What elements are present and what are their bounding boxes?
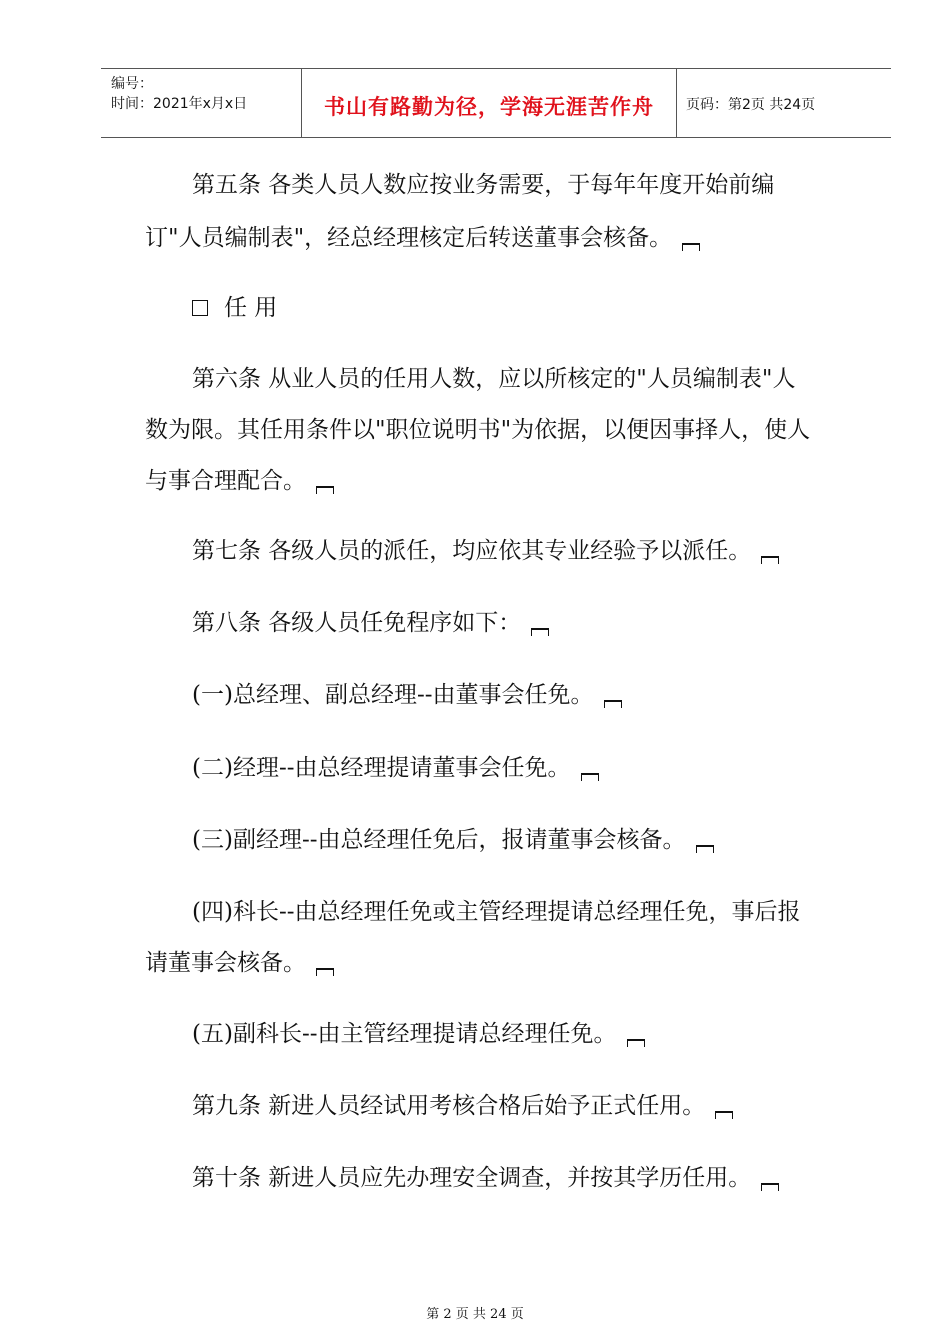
item-4-line-2-text: 请董事会核备。 xyxy=(145,950,306,976)
article-10 xyxy=(192,1155,779,1202)
item-5 xyxy=(192,1011,645,1058)
doc-date-label: 时间：2021年x月x日 xyxy=(111,96,248,112)
article-6-line-2: 数为限。其任用条件以"职位说明书"为依据，以便因事择人，使人 xyxy=(145,417,811,443)
checkbox-square-icon xyxy=(192,300,208,316)
paragraph-mark-icon xyxy=(682,243,700,251)
article-7-text: 第七条 各级人员的派任，均应依其专业经验予以派任。 xyxy=(192,538,752,564)
section-heading xyxy=(192,285,277,332)
item-1 xyxy=(192,672,622,719)
article-5-line-2-text: 订"人员编制表"，经总经理核定后转送董事会核备。 xyxy=(145,225,673,251)
item-2-text: (二)经理--由总经理提请董事会任免。 xyxy=(192,755,571,781)
article-8-text: 第八条 各级人员任免程序如下： xyxy=(192,610,522,636)
header-motto-cell xyxy=(301,69,677,137)
item-5-text: (五)副科长--由主管经理提请总经理任免。 xyxy=(192,1021,617,1047)
article-6-line-3-text: 与事合理配合。 xyxy=(145,468,306,494)
item-3-text: (三)副经理--由总经理任免后，报请董事会核备。 xyxy=(192,827,686,853)
article-9-text: 第九条 新进人员经试用考核合格后始予正式任用。 xyxy=(192,1093,706,1119)
article-5-line-1: 第五条 各类人员人数应按业务需要，于每年年度开始前编 xyxy=(192,172,775,198)
paragraph-mark-icon xyxy=(316,968,334,976)
article-8 xyxy=(192,600,549,647)
item-2 xyxy=(192,745,599,792)
article-7 xyxy=(192,528,779,575)
article-5-line-2 xyxy=(145,215,700,262)
section-heading-text: 任 用 xyxy=(224,295,278,321)
paragraph-mark-icon xyxy=(316,486,334,494)
header-meta-cell xyxy=(101,69,301,137)
paragraph-mark-icon xyxy=(531,628,549,636)
paragraph-mark-icon xyxy=(696,845,714,853)
page-header xyxy=(101,68,891,138)
article-9 xyxy=(192,1083,733,1130)
paragraph-mark-icon xyxy=(604,700,622,708)
paragraph-mark-icon xyxy=(627,1039,645,1047)
item-1-text: (一)总经理、副总经理--由董事会任免。 xyxy=(192,682,594,708)
paragraph-mark-icon xyxy=(581,773,599,781)
paragraph-mark-icon xyxy=(761,556,779,564)
article-6-line-3 xyxy=(145,458,334,505)
item-4-line-2 xyxy=(145,940,334,987)
page-footer: 第 2 页 共 24 页 xyxy=(426,1307,524,1322)
article-10-text: 第十条 新进人员应先办理安全调查，并按其学历任用。 xyxy=(192,1165,752,1191)
article-6-line-1: 第六条 从业人员的任用人数，应以所核定的"人员编制表"人 xyxy=(192,366,796,392)
paragraph-mark-icon xyxy=(715,1111,733,1119)
header-page-label: 页码：第2页 共24页 xyxy=(686,97,816,113)
item-4-line-1: (四)科长--由总经理任免或主管经理提请总经理任免，事后报 xyxy=(192,899,801,925)
paragraph-mark-icon xyxy=(761,1183,779,1191)
doc-number-label: 编号： xyxy=(111,76,153,92)
item-3 xyxy=(192,817,714,864)
header-page-cell xyxy=(676,69,891,137)
header-motto: 书山有路勤为径，学海无涯苦作舟 xyxy=(324,95,654,119)
